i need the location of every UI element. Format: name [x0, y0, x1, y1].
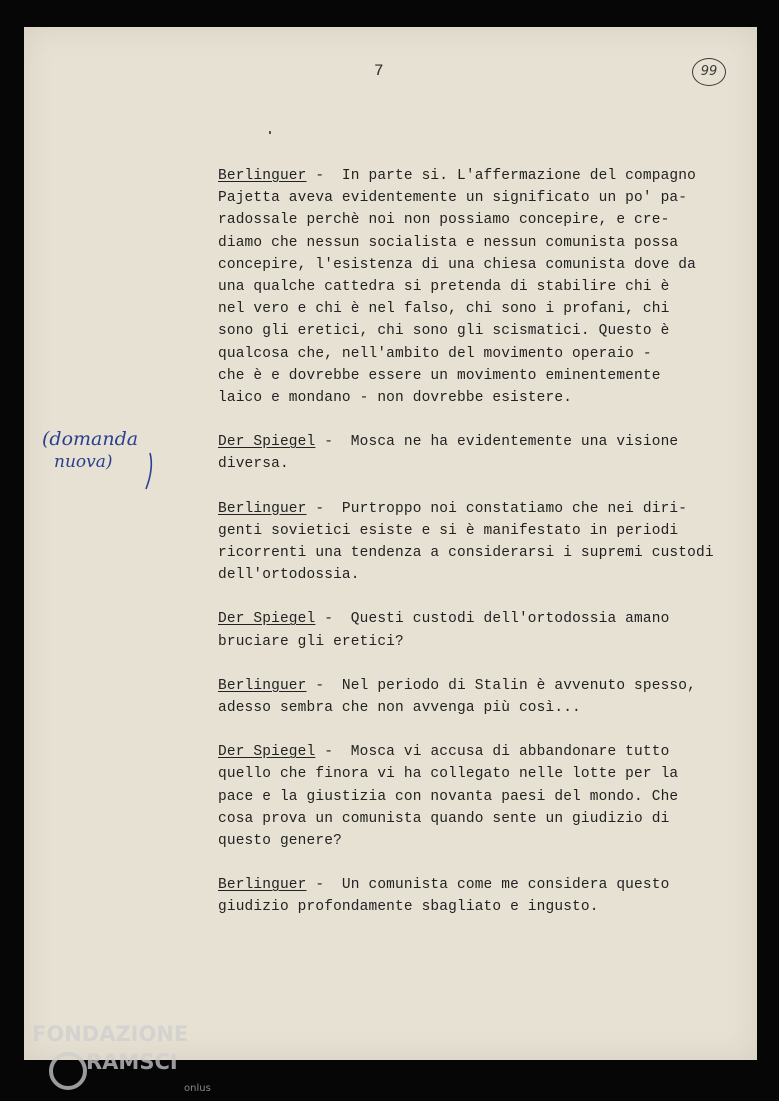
line-text: questo genere? — [218, 833, 342, 850]
line-text: diamo che nessun socialista e nessun comunista possa — [218, 234, 679, 251]
line-text: pace e la giustizia con novanta paesi del mondo. Che — [218, 788, 679, 805]
margin-note-line-1: (domanda — [42, 428, 139, 450]
page-number: 7 — [374, 62, 384, 80]
text-line — [218, 564, 738, 586]
line-text: qualcosa che, nell'ambito del movimento operaio - — [218, 345, 652, 362]
line-text: dell'ortodossia. — [218, 567, 360, 584]
speaker-name: Berlinguer — [218, 168, 307, 184]
text-line — [218, 608, 738, 630]
text-line — [218, 808, 738, 830]
line-text: diversa. — [218, 456, 289, 473]
text-line — [218, 320, 738, 342]
text-line — [218, 431, 738, 453]
line-text: che è e dovrebbe essere un movimento eminentemente — [218, 367, 661, 384]
line-text: giudizio profondamente sbagliato e ingusto. — [218, 899, 599, 916]
text-line — [218, 365, 738, 387]
interview-transcript — [218, 165, 738, 941]
dialogue-block — [218, 498, 738, 587]
text-line — [218, 498, 738, 520]
watermark-suffix: onlus — [184, 1083, 211, 1094]
text-line — [218, 675, 738, 697]
line-text: sono gli eretici, chi sono gli scismatici. Questo è — [218, 323, 670, 340]
line-text: radossale perchè noi non possiamo concepire, e cre- — [218, 212, 670, 229]
margin-note-line-2: nuova) — [54, 452, 113, 472]
speaker-name: Berlinguer — [218, 877, 307, 894]
text-line — [218, 786, 738, 808]
dialogue-block — [218, 165, 738, 409]
dialogue-block — [218, 741, 738, 852]
dialogue-block — [218, 431, 738, 475]
line-text: - Mosca vi accusa di abbandonare tutto — [315, 744, 670, 761]
watermark-line-1: FONDAZIONE — [32, 1022, 189, 1046]
text-line — [218, 697, 738, 719]
line-text: laico e mondano - non dovrebbe esistere. — [218, 390, 573, 407]
line-text: - Mosca ne ha evidentemente una visione — [315, 434, 679, 451]
line-text: nel vero e chi è nel falso, chi sono i profani, chi — [218, 301, 670, 318]
line-text: quello che finora vi ha collegato nelle lotte per la — [218, 766, 679, 783]
dialogue-block — [218, 874, 738, 918]
text-line — [218, 276, 738, 298]
speaker-name: Der Spiegel — [218, 434, 316, 451]
text-line — [218, 896, 738, 918]
typewritten-page — [24, 27, 757, 1094]
watermark-line-2: RAMSCI — [86, 1050, 178, 1074]
text-line — [218, 763, 738, 785]
line-text: bruciare gli eretici? — [218, 633, 404, 650]
text-line — [218, 187, 738, 209]
line-text: genti sovietici esiste e si è manifestato in periodi — [218, 522, 679, 539]
text-line — [218, 343, 738, 365]
ink-speck — [269, 131, 271, 134]
handwritten-margin-note — [40, 423, 170, 498]
text-line — [218, 165, 738, 187]
text-line — [218, 542, 738, 564]
speaker-name: Der Spiegel — [218, 744, 316, 761]
speaker-name: Berlinguer — [218, 500, 307, 517]
text-line — [218, 874, 738, 896]
fondazione-gramsci-watermark — [32, 1021, 222, 1101]
archive-number-stamp: 99 — [692, 58, 726, 86]
text-line — [218, 298, 738, 320]
text-line — [218, 254, 738, 276]
text-line — [218, 741, 738, 763]
line-text: - Un comunista come me considera questo — [306, 877, 670, 894]
line-text: - Nel periodo di Stalin è avvenuto spesso, — [306, 677, 696, 694]
line-text: adesso sembra che non avvenga più così... — [218, 700, 581, 717]
line-text: una qualche cattedra si pretenda di stabilire chi è — [218, 279, 670, 296]
line-text: - In parte si. L'affermazione del compagno — [306, 168, 696, 184]
text-line — [218, 453, 738, 475]
watermark-g-logo — [51, 1054, 85, 1088]
line-text: Pajetta aveva evidentemente un significato un po' pa- — [218, 190, 688, 207]
line-text: - Questi custodi dell'ortodossia amano — [315, 611, 670, 628]
text-line — [218, 232, 738, 254]
text-line — [218, 520, 738, 542]
line-text: concepire, l'esistenza di una chiesa comunista dove da — [218, 256, 696, 273]
line-text: cosa prova un comunista quando sente un giudizio di — [218, 810, 670, 827]
text-line — [218, 830, 738, 852]
text-line — [218, 387, 738, 409]
speaker-name: Berlinguer — [218, 677, 307, 694]
dialogue-block — [218, 675, 738, 719]
dialogue-block — [218, 608, 738, 652]
line-text: - Purtroppo noi constatiamo che nei diri- — [306, 500, 688, 517]
line-text: ricorrenti una tendenza a considerarsi i supremi custodi — [218, 545, 714, 562]
speaker-name: Der Spiegel — [218, 611, 316, 628]
text-line — [218, 209, 738, 231]
text-line — [218, 631, 738, 653]
